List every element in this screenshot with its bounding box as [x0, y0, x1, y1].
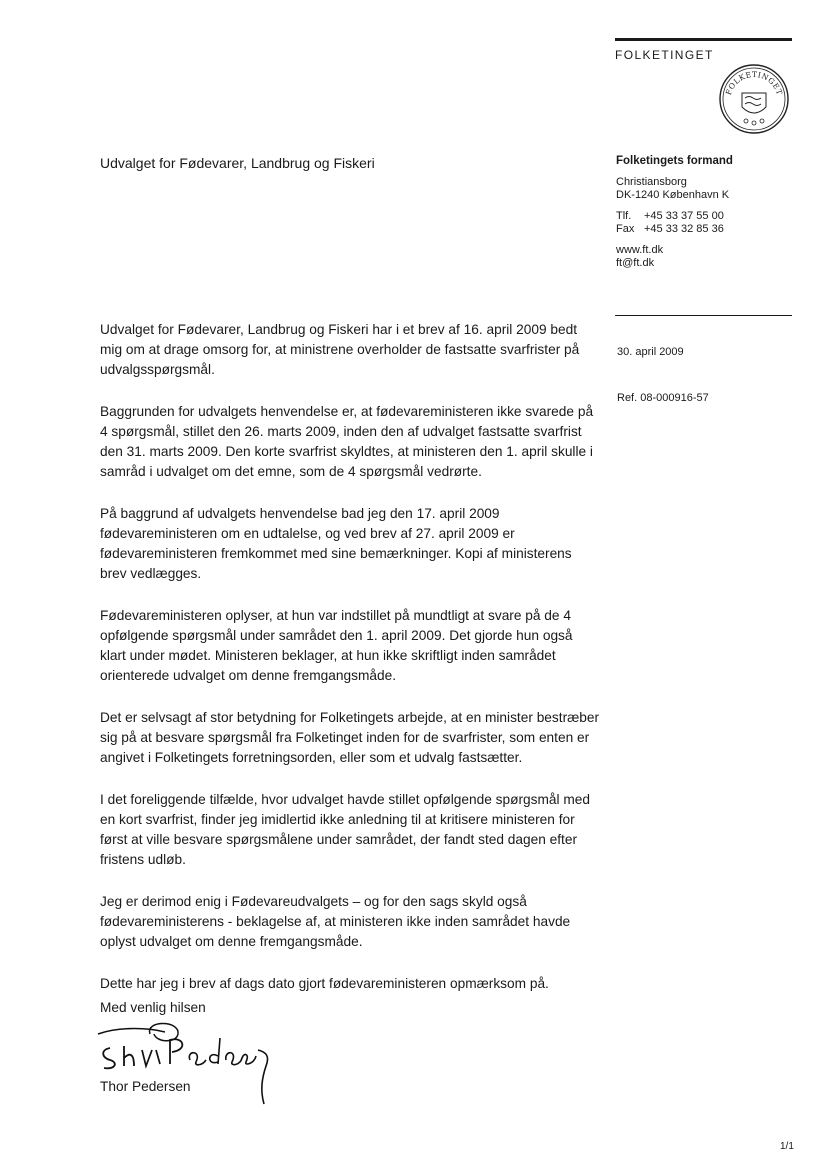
fax-number: +45 33 32 85 36	[644, 223, 724, 235]
body-paragraph: Baggrunden for udvalgets henvendelse er, at fødevareministeren ikke svarede på 4 spørgsmål, stillet den 26. marts 2009, inden den af udvalget fastsatte svarfrist den 31. marts 2009. Den korte svarfrist skyldtes, at ministeren den 1. april skulle i samråd i udvalget om det emne, som de 4 spørgsmål vedrørte.	[100, 404, 594, 479]
sender-block	[616, 155, 733, 270]
organization-name: FOLKETINGET	[615, 48, 714, 62]
sender-fax	[616, 223, 733, 236]
sender-email: ft@ft.dk	[616, 257, 655, 269]
body-paragraph: Udvalget for Fødevarer, Landbrug og Fiskeri har i et brev af 16. april 2009 bedt mig om at drage omsorg for, at ministrene overholder de fastsatte svarfrister på udvalgsspørgsmål.	[100, 322, 580, 377]
phone-number: +45 33 37 55 00	[644, 210, 724, 222]
phone-label: Tlf.	[616, 210, 632, 222]
sender-address-line2: DK-1240 København K	[616, 189, 730, 201]
sender-phone	[616, 210, 733, 223]
meta-rule	[615, 315, 792, 316]
letter-body	[100, 320, 600, 1016]
sender-address-line1: Christiansborg	[616, 176, 687, 188]
body-paragraph: Det er selvsagt af stor betydning for Folketingets arbejde, at en minister bestræber sig på at besvare spørgsmål fra Folketinget inden for de svarfrister, som enten er angivet i Folketingets forretningsorden, eller som et udvalg fastsætter.	[100, 710, 600, 765]
fax-label: Fax	[616, 223, 635, 235]
handwritten-signature	[90, 1020, 275, 1110]
signer-name: Thor Pedersen	[100, 1079, 191, 1094]
folketinget-seal-icon	[718, 63, 790, 135]
body-paragraph: I det foreliggende tilfælde, hvor udvalget havde stillet opfølgende spørgsmål med en kort svarfrist, finder jeg imidlertid ikke anledning til at kritisere ministeren for først at ville besvare spørgsmålene under samrådet, der fandt sted dagen efter fristens udløb.	[100, 792, 590, 867]
body-paragraph: Jeg er derimod enig i Fødevareudvalgets – og for den sags skyld også fødevareministerens - beklagelse af, at ministeren ikke inden samrådet havde oplyst udvalget om denne fremgangsmåde.	[100, 894, 571, 949]
page-number: 1/1	[780, 1141, 794, 1152]
svg-text:FOLKETINGET: FOLKETINGET	[723, 69, 785, 97]
letter-date: 30. april 2009	[617, 346, 684, 358]
body-paragraph: Dette har jeg i brev af dags dato gjort fødevareministeren opmærksom på.	[100, 976, 549, 991]
body-paragraph: Fødevareministeren oplyser, at hun var indstillet på mundtligt at svare på de 4 opfølgende spørgsmål under samrådet den 1. april 2009. Det gjorde hun også klart under mødet. Ministeren beklager, at hun ikke skriftligt inden samrådet orienterede udvalget om denne fremgangsmåde.	[100, 608, 573, 683]
recipient-name: Udvalget for Fødevarer, Landbrug og Fiskeri	[100, 155, 375, 171]
header-rule	[615, 38, 792, 41]
sender-website: www.ft.dk	[616, 244, 664, 256]
sender-title: Folketingets formand	[616, 155, 733, 167]
closing-salutation: Med venlig hilsen	[100, 1000, 206, 1015]
reference-number: Ref. 08-000916-57	[617, 392, 709, 404]
body-paragraph: På baggrund af udvalgets henvendelse bad jeg den 17. april 2009 fødevareministeren om en udtalelse, og ved brev af 27. april 2009 er fødevareministeren fremkommet med sine bemærkninger. Kopi af ministerens brev vedlægges.	[100, 506, 572, 581]
